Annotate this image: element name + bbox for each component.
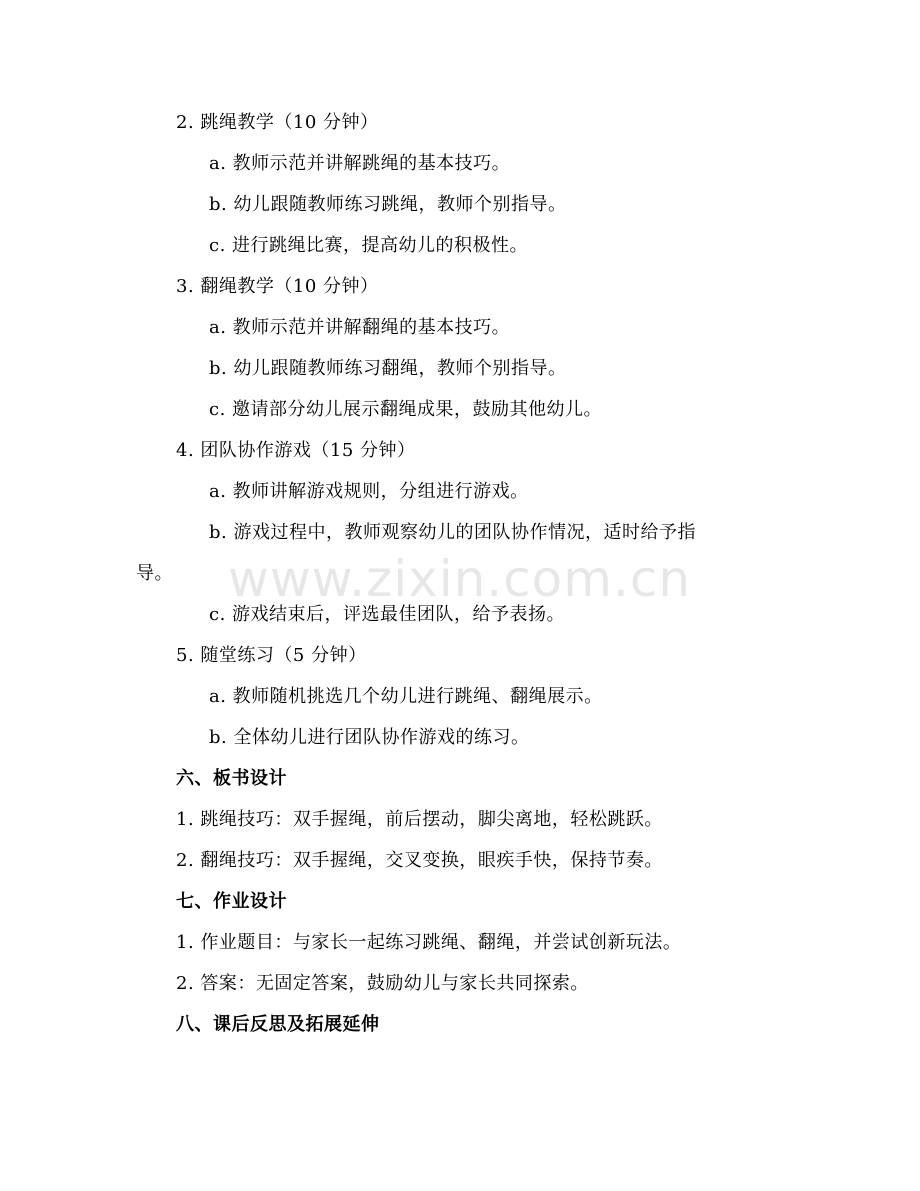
string-game-item-b: b. 幼儿跟随教师练习翻绳，教师个别指导。 (209, 358, 567, 379)
section-practice-title: 5. 随堂练习（5 分钟） (176, 645, 367, 666)
team-game-item-a: a. 教师讲解游戏规则，分组进行游戏。 (209, 481, 529, 502)
jump-rope-item-c: c. 进行跳绳比赛，提高幼儿的积极性。 (209, 235, 529, 256)
heading-reflection-extension: 八、课后反思及拓展延伸 (176, 1014, 380, 1035)
homework-item-2: 2. 答案：无固定答案，鼓励幼儿与家长共同探索。 (176, 973, 589, 994)
string-game-item-a: a. 教师示范并讲解翻绳的基本技巧。 (209, 317, 511, 338)
jump-rope-item-b: b. 幼儿跟随教师练习跳绳，教师个别指导。 (209, 194, 567, 215)
section-string-game-title: 3. 翻绳教学（10 分钟） (176, 276, 379, 297)
team-game-item-b: b. 游戏过程中，教师观察幼儿的团队协作情况，适时给予指 (209, 522, 696, 543)
homework-item-1: 1. 作业题目：与家长一起练习跳绳、翻绳，并尝试创新玩法。 (176, 932, 682, 953)
practice-item-b: b. 全体幼儿进行团队协作游戏的练习。 (209, 727, 530, 748)
team-game-item-b-continued: 导。 (136, 563, 173, 584)
blackboard-item-2: 2. 翻绳技巧：双手握绳，交叉变换，眼疾手快，保持节奏。 (176, 850, 663, 871)
section-jump-rope-title: 2. 跳绳教学（10 分钟） (176, 112, 379, 133)
section-team-game-title: 4. 团队协作游戏（15 分钟） (176, 440, 416, 461)
string-game-item-c: c. 邀请部分幼儿展示翻绳成果，鼓励其他幼儿。 (209, 399, 603, 420)
blackboard-item-1: 1. 跳绳技巧：双手握绳，前后摆动，脚尖离地，轻松跳跃。 (176, 809, 663, 830)
practice-item-a: a. 教师随机挑选几个幼儿进行跳绳、翻绳展示。 (209, 686, 603, 707)
heading-homework-design: 七、作业设计 (176, 891, 287, 912)
heading-blackboard-design: 六、板书设计 (176, 768, 287, 789)
team-game-item-c: c. 游戏结束后，评选最佳团队，给予表扬。 (209, 604, 566, 625)
watermark: www.zixin.com.cn (228, 550, 692, 608)
jump-rope-item-a: a. 教师示范并讲解跳绳的基本技巧。 (209, 153, 511, 174)
